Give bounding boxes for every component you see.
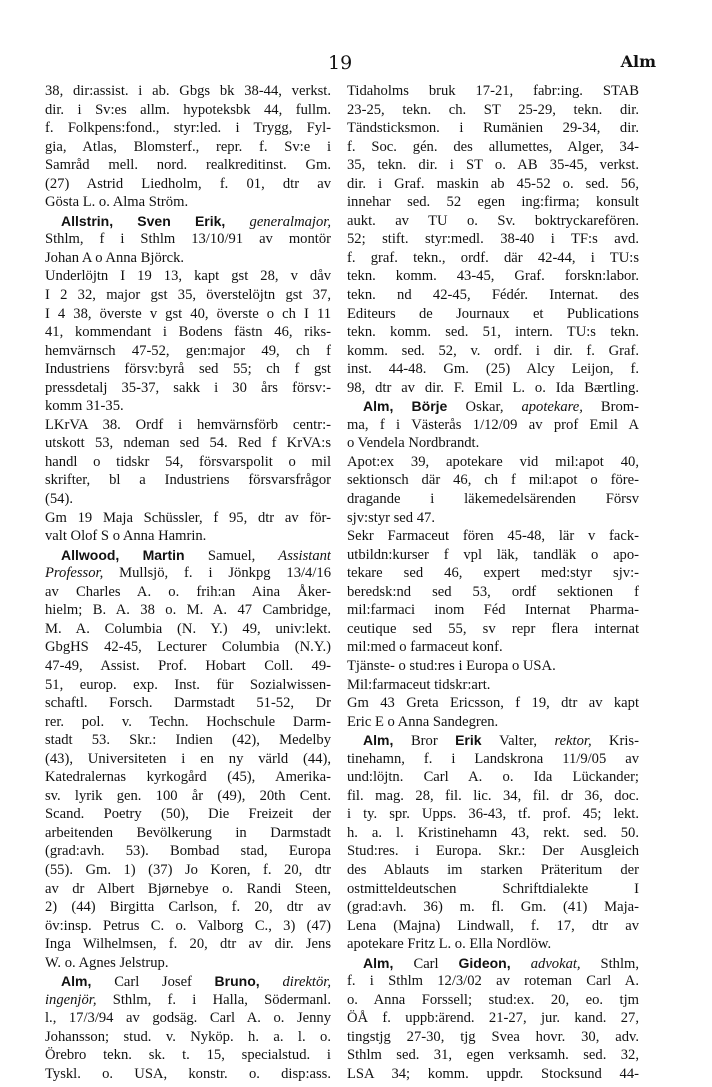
text-line: 38, dir:assist. i ab. Gbgs bk 38-44, verkst. [45,83,331,99]
text-line: inst. 44-48. Gm. (25) Alcy Leijon, f. [347,361,639,378]
text-line: ÖÅ f. uppb:ärend. 21-27, jur. kand. 27, [347,1010,639,1027]
text-run: Oskar, [465,399,522,416]
entry-title: ingenjör, [45,991,97,1008]
text-line: av dr Albert Bjørnebye o. Randi Steen, [45,880,331,897]
text-line: Tjänste- o stud:res i Europa o USA. [347,657,556,674]
text-line: i ty. spr. Upps. 36-43, tf. prof. 45; lekt. [347,806,639,823]
text-line: beredsk:nd sed 53, ordf sektionen f [347,583,639,600]
entry-title: rektor, [554,733,592,750]
text-line: Gm 19 Maja Schüssler, f 95, dtr av för- [45,509,331,526]
entry-name: Alm, [363,954,414,971]
text-line: (grad:avh. 53). Bombad stad, Europa [45,843,331,860]
text-line: apotekare Fritz L. o. Ella Nordlöw. [347,936,552,953]
text-line [45,564,331,583]
text-line: f. graf. tekn., ordf. där 42-44, i TU:s [347,249,639,266]
text-line: Tidaholms bruk 17-21, fabr:ing. STAB [347,83,639,99]
text-line: innehar sed. 52 egen ing:firma; konsult [347,194,639,211]
page-number: 19 [328,52,353,74]
text-line: ceutique sed 55, sv repr flera internat [347,620,639,637]
text-line: sv. lyrik gen. 100 år (49), 20th Cent. [45,787,331,804]
text-line [347,397,639,416]
text-line: rer. pol. v. Techn. Hochschule Darm- [45,713,331,730]
text-line: W. o. Agnes Jelstrup. [45,954,169,971]
text-line: Eric E o Anna Sandegren. [347,713,499,730]
left-column [45,82,331,1084]
text-line: Sekr Farmaceut fören 45-48, lär v fack- [347,528,639,545]
entry-name: Bruno, [214,973,283,990]
text-line [45,546,331,565]
text-line: dragande i läkemedelsärenden Försv [347,491,639,508]
text-run: Valter, [499,733,555,750]
text-line: Johan A o Anna Björck. [45,249,185,266]
text-line: 35, tekn. dir. i ST o. AB 35-45, verkst. [347,157,639,174]
text-run: Brom- [582,399,639,416]
text-line: tinehamn, f. i Landskrona 11/9/05 av [347,750,639,767]
text-line: (grad:avh. 36) m. fl. Gm. (41) Maja- [347,899,639,916]
text-line: Scand. Poetry (50), Die Freizeit der [45,806,331,823]
text-line [45,972,331,991]
running-head: Alm [620,52,656,71]
text-line: 2) (44) Birgitta Carlson, f. 20, dtr av [45,899,331,916]
text-line: schaftl. Forsch. Darmstadt 51-52, Dr [45,695,331,712]
text-line: komm 31-35. [45,398,124,415]
text-line: tekn. nd 42-45, Fédér. Internat. des [347,287,639,304]
text-line: o. Anna Forssell; stud:ex. 20, eo. tjm [347,991,639,1008]
text-line: tingstjg 27-30, tjg Svea hovr. 30, adv. [347,1028,639,1045]
text-line: gia, Atlas, Blomsterf., repr. f. Sv:e i [45,138,331,155]
text-line: 41, kommendant i Bodens fästn 46, riks- [45,324,331,341]
entry-name: Gideon, [458,954,531,971]
text-line: f. i Sthlm 12/3/02 av roteman Carl A. [347,973,639,990]
text-line: Editeurs de Journaux et Publications [347,305,639,322]
text-line: utbildn:kurser f vpl läk, tandläk o apo- [347,546,639,563]
text-line: stadt 53. Skr.: Indien (42), Medelby [45,732,331,749]
text-line: l., 17/3/94 av godsäg. Carl A. o. Jenny [45,1010,331,1027]
text-line: LSA 34; komm. uppdr. Stocksund 44- [347,1065,639,1082]
text-line: valt Olof S o Anna Hamrin. [45,528,207,545]
text-run: Sthlm, f. i Halla, Södermanl. [96,991,331,1008]
text-line: M. A. Columbia (N. Y.) 49, univ:lekt. [45,620,331,637]
text-line: 51, europ. exp. Inst. für Sozialwissen- [45,676,331,693]
text-line: Katedralernas kyrkogård (45), Amerika- [45,769,331,786]
text-line: dir. i Graf. maskin ab 45-52 o. sed. 56, [347,175,639,192]
text-line: Inga Wilhelmsen, f. 20, dtr av dir. Jens [45,936,331,953]
entry-name: Allstrin, Sven Erik, [61,212,250,229]
text-line: Tyskl. o. USA, konstr. o. disp:ass. [45,1065,331,1082]
text-run: Kris- [591,733,639,750]
text-line: Örebro tekn. sk. t. 15, specialstud. i [45,1047,331,1064]
text-line: dir. i Sv:es allm. hypoteksbk 44, fullm. [45,101,331,118]
text-line: GbgHS 42-45, Lecturer Columbia (N.Y.) [45,639,331,656]
text-line: ostmitteldeutschen Schriftdialekte I [347,880,639,897]
entry-name: Alm, Börje [363,398,466,415]
text-line: Sthlm sed. 31, egen verksamh. sed. 32, [347,1047,639,1064]
text-line: Stud:res. i Europa. Skr.: Der Ausgleich [347,843,639,860]
text-line: (27) Astrid Liedholm, f. 01, dtr av [45,175,331,192]
text-line: o Vendela Nordbrandt. [347,435,480,452]
text-line: utskott 53, ndeman sed 54. Red f KrVA:s [45,435,331,452]
text-line: (43), Universiteten i en ny värld (44), [45,750,331,767]
text-line: Sthlm, f i Sthlm 13/10/91 av montör [45,231,331,248]
text-run: Samuel, [207,547,279,564]
text-line: 47-49, Assist. Prof. Hobart Coll. 49- [45,657,331,674]
text-line [45,212,331,231]
text-run: Mullsjö, f. i Jönkpg 13/4/16 [103,565,331,582]
text-line: Samråd mell. nord. realkreditinst. Gm. [45,157,331,174]
entry-title: direktör, [282,974,331,991]
text-line: hielm; B. A. 38 o. M. A. 47 Cambridge, [45,602,331,619]
entry-title: apotekare, [521,399,583,416]
entry-title: generalmajor, [249,213,331,230]
text-line: 52; stift. styr:medl. 38-40 i TF:s avd. [347,231,639,248]
text-line: des Ablauts im starken Präteritum der [347,861,639,878]
text-line: aukt. av TU o. Sv. boktryckarefören. [347,212,639,229]
text-line: 98, dtr av dir. F. Emil L. o. Ida Bærtling. [347,379,639,396]
text-line: komm. sed. 52, v. ordf. i dir. f. Graf. [347,342,639,359]
entry-name: Allwood, Martin [61,546,208,563]
text-line: Mil:farmaceut tidskr:art. [347,676,491,693]
text-line: sjv:styr sed 47. [347,509,435,526]
text-line: Johansson; stud. v. Nyköp. h. a. l. o. [45,1028,331,1045]
text-line: sektionsch där 46, ch f mil:apot o före- [347,472,639,489]
text-line: I 4 38, överste v gst 40, överste o ch I 11 [45,305,331,322]
text-line: Underlöjtn I 19 13, kapt gst 28, v dåv [45,268,331,285]
entry-name: Alm, [363,732,411,749]
text-line: I 2 32, major gst 35, överstelöjtn gst 37, [45,287,331,304]
entry-name: Erik [455,732,500,749]
text-line: fil. mag. 28, fil. lic. 34, fil. dr 36, doc. [347,787,639,804]
text-line: arbeitenden Bevölkerung in Darmstadt [45,824,331,841]
text-run: Sthlm, [580,955,639,972]
text-line: skrifter, bl a Industriens försvarsfrågor [45,472,331,489]
text-line: f. Soc. gén. des allumettes, Alger, 34- [347,138,639,155]
text-line: 23-25, tekn. ch. ST 25-29, tekn. dir. [347,101,639,118]
text-line: und:löjtn. Carl A. o. Ida Lückander; [347,769,639,786]
entry-name: Alm, [61,973,115,990]
text-line [45,991,331,1010]
text-run: Bror [410,733,456,750]
text-line: Lena (Majna) Lindwall, f. 17, dtr av [347,917,639,934]
text-line: tekn. komm. sed. 51, intern. TU:s tekn. [347,324,639,341]
text-line: LKrVA 38. Ordf i hemvärnsförb centr:- [45,416,331,433]
text-line: (54). [45,491,73,508]
text-line: (55). Gm. 1) (37) Jo Koren, f. 20, dtr [45,861,331,878]
text-line: av Charles A. o. frih:an Aina Åker- [45,583,331,600]
text-line: ma, f i Västerås 1/12/09 av prof Emil A [347,416,639,433]
right-column [347,82,639,1084]
entry-title: Assistant [278,547,331,564]
text-line: hemvärnsch 47-52, gen:major 49, ch f [45,342,331,359]
text-line [347,731,639,750]
entry-title: advokat, [530,955,581,972]
text-line: h. a. l. Kristinehamn 43, rekt. sed. 50. [347,824,639,841]
text-line: Industriens försv:byrå sed 55; ch f gst [45,361,331,378]
text-line: Gösta L. o. Alma Ström. [45,194,189,211]
text-line: tekare sed 46, expert med:styr sjv:- [347,565,639,582]
text-line: f. Folkpens:fond., styr:led. i Trygg, Fyl- [45,120,331,137]
text-line: Gm 43 Greta Ericsson, f 19, dtr av kapt [347,695,639,712]
text-run: Carl [413,955,459,972]
text-line: pressdetalj 35-37, sakk i 30 års försv:- [45,379,331,396]
entry-title: Professor, [45,565,104,582]
text-line: mil:farmaci inom Féd Internat Pharma- [347,602,639,619]
text-run: Carl Josef [114,974,215,991]
text-line [347,954,639,973]
text-line: tekn. komm. 43-45, Graf. forskn:labor. [347,268,639,285]
page-header [0,52,712,78]
text-line: mil:med o farmaceut konf. [347,639,503,656]
text-line: öv:insp. Petrus C. o. Valborg C., 3) (47) [45,917,331,934]
text-line: handl o tidskr 54, försvarspolit o mil [45,453,331,470]
text-line: Apot:ex 39, apotekare vid mil:apot 40, [347,453,639,470]
text-line: Tändsticksmon. i Rumänien 29-34, dir. [347,120,639,137]
